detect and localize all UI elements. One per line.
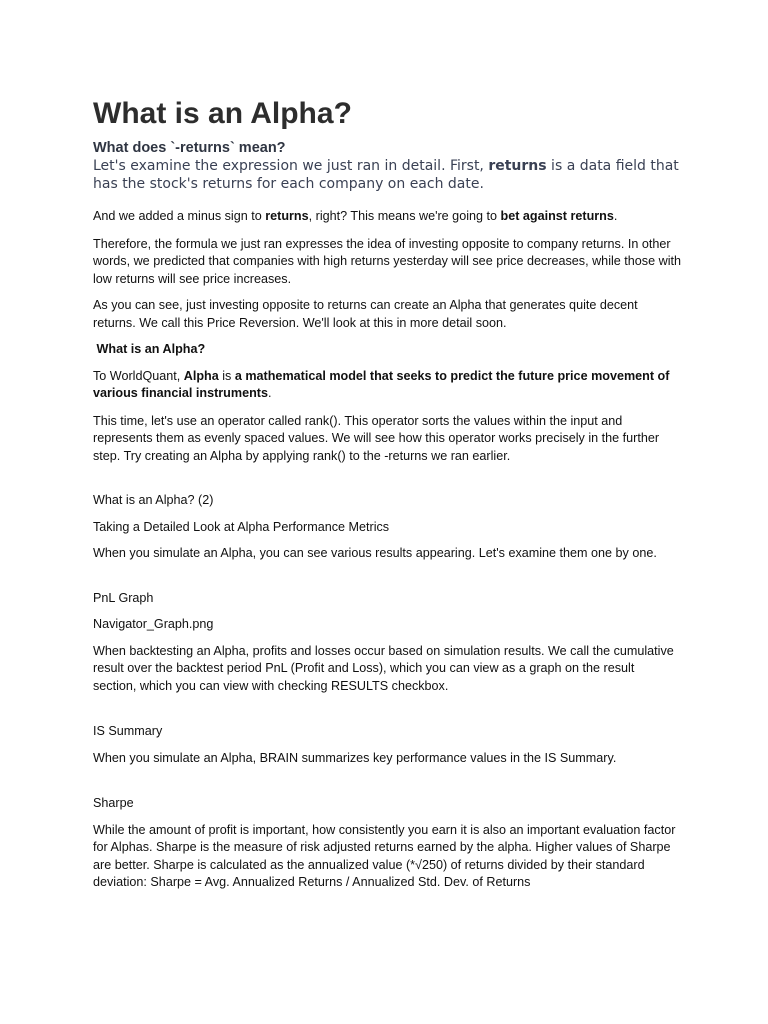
page-title: What is an Alpha? <box>93 97 352 130</box>
lead-text-pre: Let's examine the expression we just ran in detail. First, <box>93 158 489 174</box>
paragraph-formula: Therefore, the formula we just ran expresses the idea of investing opposite to company returns. In other words, we predicted that companies with high returns yesterday will see price decreases, while those with low returns will see price increases. <box>93 236 681 286</box>
p4-bold-alpha: Alpha <box>183 368 219 383</box>
p1-pre: And we added a minus sign to <box>93 209 266 223</box>
section-subtitle: What does `-returns` mean? <box>93 140 286 156</box>
heading-pnl-graph: PnL Graph <box>93 590 154 605</box>
paragraph-sharpe: While the amount of profit is important, how consistently you earn it is also an important evaluation factor for Alphas. Sharpe is the measure of risk adjusted returns earned by the alpha. Higher values of Sharpe are better. Sharpe is calculated as the annualized value (*√250) of returns divided by their standard deviation: Sharpe = Avg. Annualized Returns / Annualized Std. Dev. of Returns <box>93 822 676 889</box>
paragraph-minus-sign <box>93 208 681 226</box>
p1-post: . <box>613 209 618 223</box>
p1-bold-returns: returns <box>265 209 309 223</box>
heading-performance-metrics: Taking a Detailed Look at Alpha Performance Metrics <box>93 519 390 534</box>
paragraph-pnl: When backtesting an Alpha, profits and losses occur based on simulation results. We call the cumulative result over the backtest period PnL (Profit and Loss), which you can view as a graph on the result section, which you can view with checking RESULTS checkbox. <box>93 643 674 693</box>
image-filename: Navigator_Graph.png <box>93 617 214 631</box>
heading-sharpe: Sharpe <box>93 796 134 810</box>
p4-mid: is <box>218 368 235 383</box>
heading-what-is-alpha-2: What is an Alpha? (2) <box>93 493 214 507</box>
p4-post: . <box>267 386 272 400</box>
paragraph-price-reversion: As you can see, just investing opposite to returns can create an Alpha that generates quite decent returns. We call this Price Reversion. We'll look at this in more detail soon. <box>93 298 638 330</box>
lead-text-bold: returns <box>488 158 547 174</box>
paragraph-simulate-results: When you simulate an Alpha, you can see various results appearing. Let's examine them one by one. <box>93 546 657 560</box>
p4-bold-definition: a mathematical model that seeks to predict the future price movement of various financial instruments <box>93 368 670 400</box>
p1-mid: , right? This means we're going to <box>308 209 501 223</box>
lead-text-post: is a data field that has the stock's returns for each company on each date. <box>93 158 679 192</box>
p1-bold-bet: bet against returns <box>500 209 614 223</box>
p4-pre: To WorldQuant, <box>93 368 184 383</box>
paragraph-rank-operator: This time, let's use an operator called rank(). This operator sorts the values within the input and represents them as evenly spaced values. We will see how this operator works precisely in the further step. Try creating an Alpha by applying rank() to the -returns we ran earlier. <box>93 413 660 463</box>
paragraph-alpha-definition <box>93 368 681 403</box>
document-body <box>93 96 681 892</box>
heading-is-summary: IS Summary <box>93 724 163 738</box>
lead-paragraph <box>93 157 681 193</box>
paragraph-is-summary: When you simulate an Alpha, BRAIN summarizes key performance values in the IS Summary. <box>93 750 617 765</box>
heading-what-is-alpha: What is an Alpha? <box>93 342 206 356</box>
